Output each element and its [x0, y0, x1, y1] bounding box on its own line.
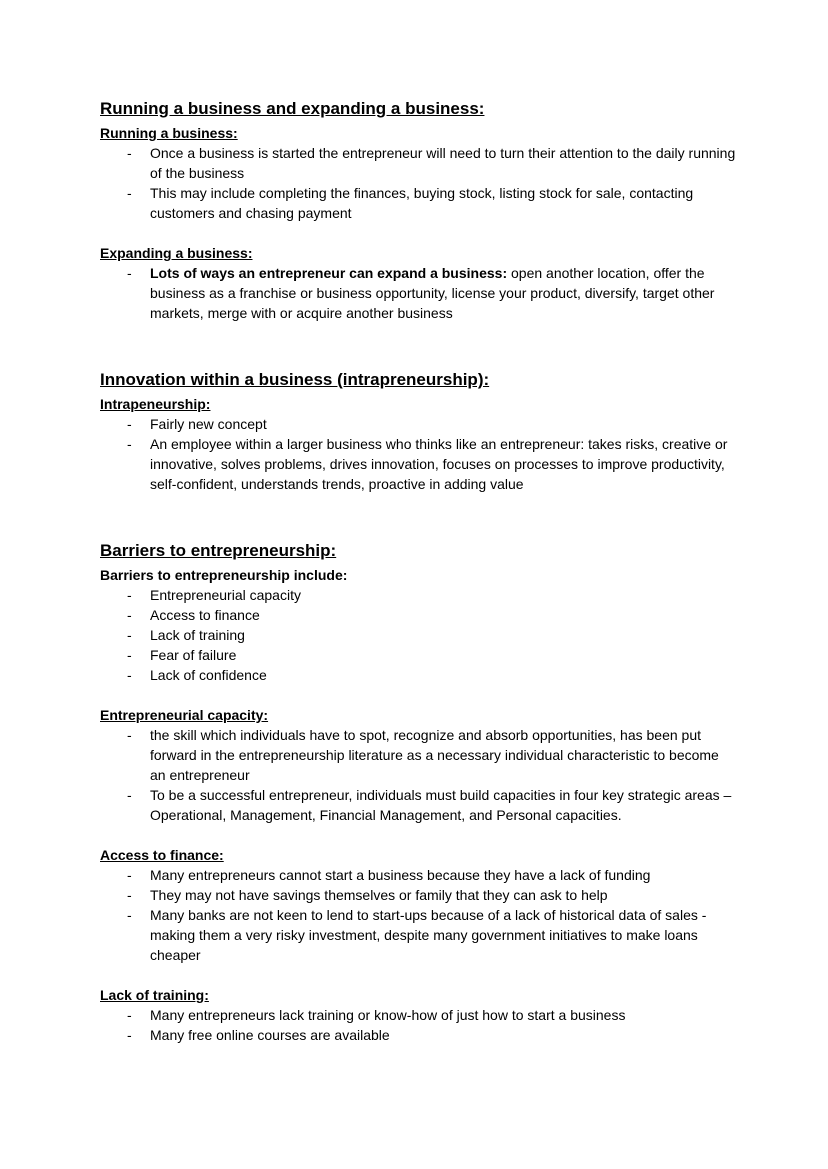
subsection — [100, 394, 738, 494]
bullet-item: - Many entrepreneurs cannot start a business because they have a lack of funding — [127, 867, 651, 883]
bullet-list — [100, 865, 738, 965]
bullet-dash-marker: - — [127, 1007, 132, 1023]
bullet-dash-marker: - — [127, 185, 132, 201]
section-heading: Innovation within a business (intrapreneurship): — [100, 370, 490, 389]
bullet-bold-lead: Lots of ways an entrepreneur can expand a business: — [150, 265, 508, 281]
bullet-dash-marker: - — [127, 145, 132, 161]
bullet-dash-marker: - — [127, 787, 132, 803]
subsection-title: Access to finance: — [100, 847, 224, 863]
bullet-dash-marker: - — [127, 887, 132, 903]
bullet-item: - Lack of training — [127, 627, 245, 643]
bullet-list — [100, 725, 738, 825]
bullet-item: - Entrepreneurial capacity — [127, 587, 301, 603]
bullet-item: - Many free online courses are available — [127, 1027, 390, 1043]
bullet-item: - To be a successful entrepreneur, individuals must build capacities in four key strategic areas – Operational, Management, Financial Management, and Personal capacities. — [127, 787, 732, 823]
subsection — [100, 565, 738, 685]
bullet-dash-marker: - — [127, 607, 132, 623]
section-heading: Barriers to entrepreneurship: — [100, 541, 337, 560]
bullet-dash-marker: - — [127, 416, 132, 432]
bullet-item: - Fear of failure — [127, 647, 237, 663]
subsection-title: Expanding a business: — [100, 245, 253, 261]
document-content — [100, 98, 738, 1045]
subsection — [100, 845, 738, 965]
subsection-title: Intrapeneurship: — [100, 396, 211, 412]
bullet-item: - Lots of ways an entrepreneur can expand a business: open another location, offer the business as a franchise or business opportunity, license your product, diversify, target other markets, merge with or acquire another business — [127, 265, 715, 321]
doc-section — [100, 540, 738, 1045]
subsection-title: Lack of training: — [100, 987, 209, 1003]
bullet-item: - Fairly new concept — [127, 416, 267, 432]
doc-section — [100, 98, 738, 323]
subsection — [100, 123, 738, 223]
bullet-list — [100, 1005, 738, 1045]
bullet-item: - the skill which individuals have to spot, recognize and absorb opportunities, has been put forward in the entrepreneurship literature as a necessary individual characteristic to become an entrepreneur — [127, 727, 719, 783]
bullet-list — [100, 143, 738, 223]
bullet-list — [100, 585, 738, 685]
doc-section — [100, 369, 738, 494]
bullet-item: - They may not have savings themselves or family that they can ask to help — [127, 887, 608, 903]
subsection — [100, 243, 738, 323]
subsection-title: Running a business: — [100, 125, 238, 141]
bullet-item: - Access to finance — [127, 607, 260, 623]
bullet-dash-marker: - — [127, 436, 132, 452]
section-heading: Running a business and expanding a business: — [100, 99, 485, 118]
subsection — [100, 985, 738, 1045]
bullet-dash-marker: - — [127, 867, 132, 883]
bullet-item: - Once a business is started the entrepreneur will need to turn their attention to the daily running of the business — [127, 145, 736, 181]
subsection-title: Entrepreneurial capacity: — [100, 707, 269, 723]
subsection — [100, 705, 738, 825]
bullet-dash-marker: - — [127, 587, 132, 603]
bullet-list — [100, 414, 738, 494]
bullet-dash-marker: - — [127, 627, 132, 643]
bullet-dash-marker: - — [127, 907, 132, 923]
bullet-item: - An employee within a larger business who thinks like an entrepreneur: takes risks, creative or innovative, solves problems, drives innovation, focuses on processes to improve productivity, self-confident, understands trends, proactive in adding value — [127, 436, 728, 492]
subsection-title: Barriers to entrepreneurship include: — [100, 567, 348, 583]
bullet-list — [100, 263, 738, 323]
bullet-item: - Lack of confidence — [127, 667, 267, 683]
bullet-item: - Many entrepreneurs lack training or know-how of just how to start a business — [127, 1007, 626, 1023]
bullet-item: - This may include completing the finances, buying stock, listing stock for sale, contacting customers and chasing payment — [127, 185, 694, 221]
bullet-item: - Many banks are not keen to lend to start-ups because of a lack of historical data of sales - making them a very risky investment, despite many government initiatives to make loans cheaper — [127, 907, 707, 963]
bullet-dash-marker: - — [127, 727, 132, 743]
bullet-dash-marker: - — [127, 1027, 132, 1043]
bullet-dash-marker: - — [127, 667, 132, 683]
bullet-dash-marker: - — [127, 265, 132, 281]
bullet-dash-marker: - — [127, 647, 132, 663]
